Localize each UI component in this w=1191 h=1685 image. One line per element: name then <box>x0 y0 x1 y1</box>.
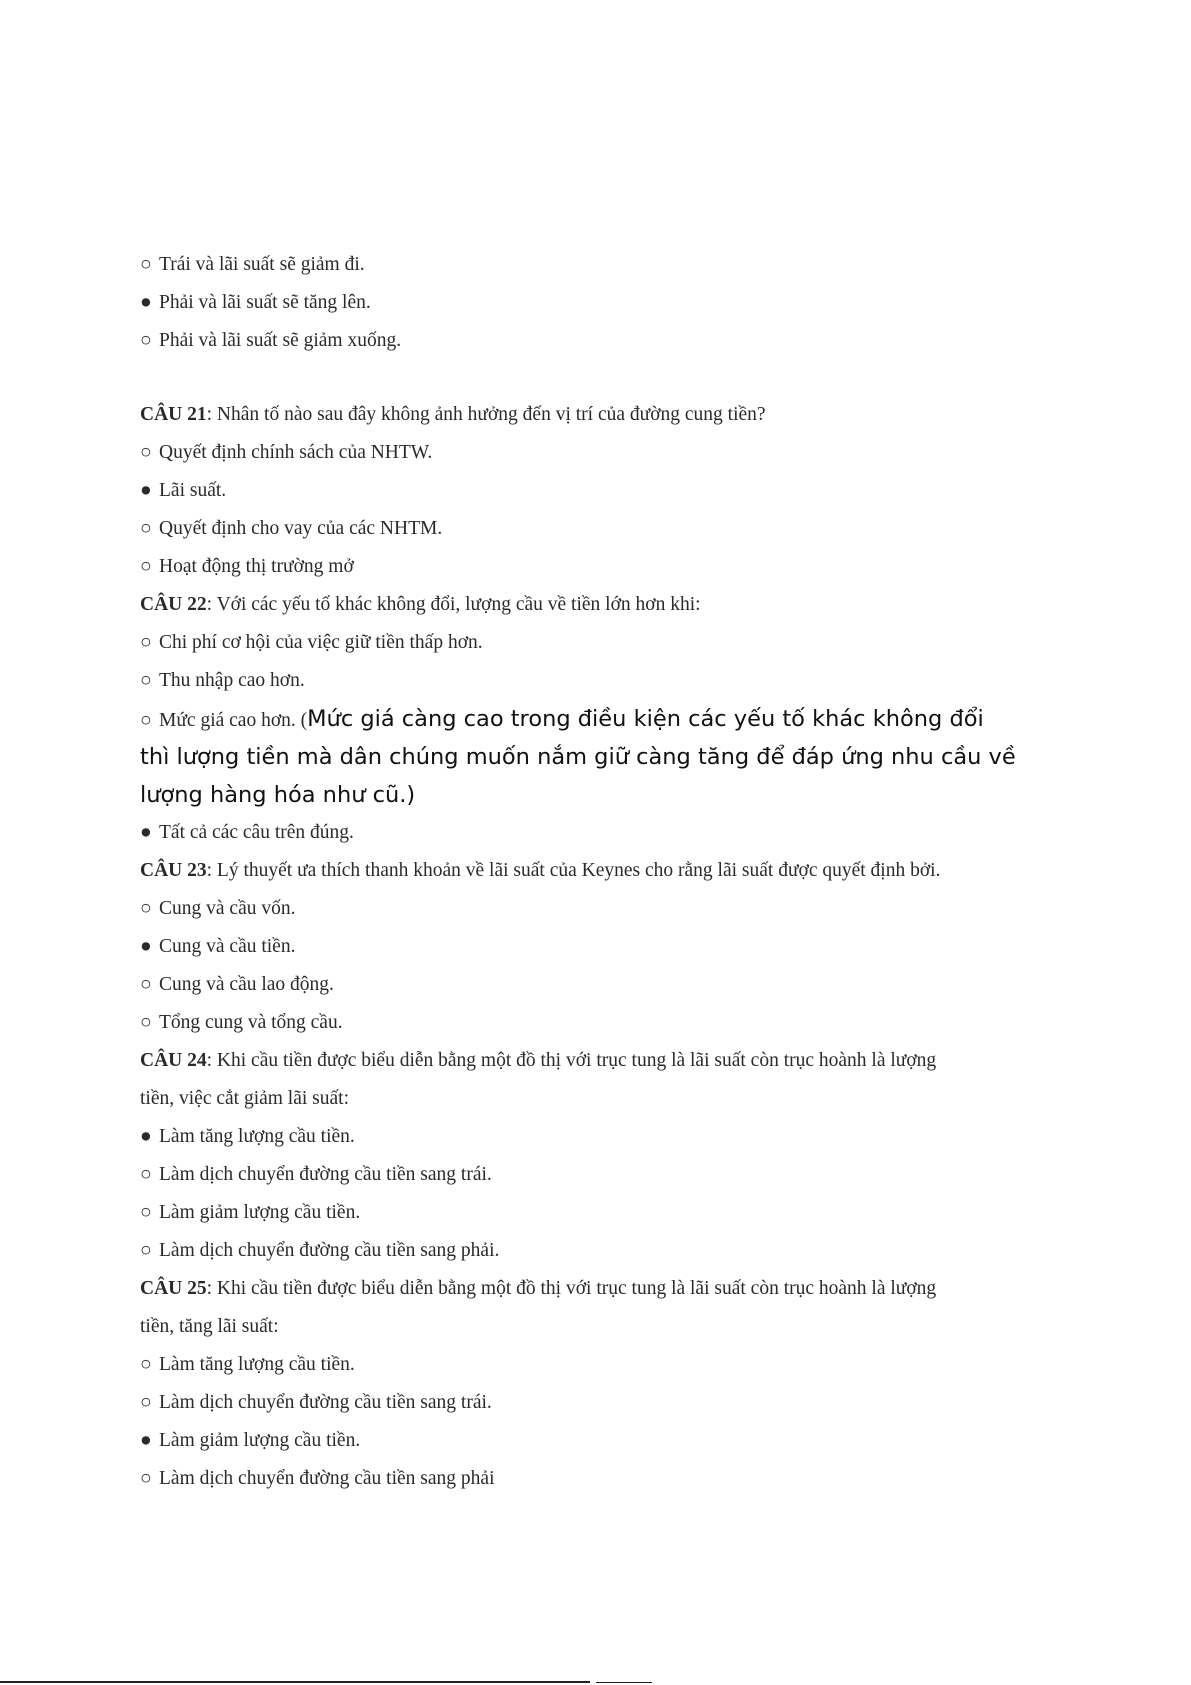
option-line <box>140 700 1080 738</box>
radio-mark-icon: ○ <box>140 670 152 691</box>
question-text: : Khi cầu tiền được biểu diễn bằng một đồ thị với trục tung là lãi suất còn trục hoành là lượng <box>206 1278 937 1299</box>
question-text: : Với các yếu tố khác không đổi, lượng cầu về tiền lớn hơn khi: <box>206 594 701 615</box>
question-label: CÂU 24 <box>140 1050 207 1071</box>
option-line <box>140 322 1080 360</box>
page-bottom-rule <box>0 1681 590 1683</box>
radio-mark-icon: ○ <box>140 974 152 995</box>
spacer <box>140 360 1080 396</box>
option-text: Làm giảm lượng cầu tiền. <box>159 1202 361 1223</box>
explanation-note: Mức giá càng cao trong điều kiện các yếu tố khác không đổi <box>307 706 984 732</box>
option-line <box>140 966 1080 1004</box>
option-line <box>140 1460 1080 1498</box>
option-line <box>140 1156 1080 1194</box>
option-text: Quyết định chính sách của NHTW. <box>159 442 433 463</box>
option-text: Tất cả các câu trên đúng. <box>159 822 354 843</box>
question-22 <box>140 586 1080 624</box>
question-24 <box>140 1042 1080 1080</box>
radio-mark-icon: ○ <box>140 1240 152 1261</box>
option-line <box>140 510 1080 548</box>
question-label: CÂU 21 <box>140 404 207 425</box>
option-text: Làm dịch chuyển đường cầu tiền sang phải <box>159 1468 495 1489</box>
radio-mark-icon: ● <box>140 1430 152 1451</box>
radio-mark-icon: ● <box>140 292 152 313</box>
option-text: Phải và lãi suất sẽ giảm xuống. <box>159 330 402 351</box>
radio-mark-icon: ○ <box>140 1164 152 1185</box>
radio-mark-icon: ○ <box>140 556 152 577</box>
option-line <box>140 472 1080 510</box>
radio-mark-icon: ○ <box>140 1392 152 1413</box>
radio-mark-icon: ● <box>140 1126 152 1147</box>
option-line <box>140 1118 1080 1156</box>
option-text: Làm tăng lượng cầu tiền. <box>159 1126 355 1147</box>
question-text: : Khi cầu tiền được biểu diễn bằng một đồ thị với trục tung là lãi suất còn trục hoành là lượng <box>206 1050 937 1071</box>
radio-mark-icon: ○ <box>140 1202 152 1223</box>
option-text: Làm tăng lượng cầu tiền. <box>159 1354 355 1375</box>
option-line <box>140 928 1080 966</box>
option-text: Cung và cầu vốn. <box>159 898 296 919</box>
option-line <box>140 1232 1080 1270</box>
radio-mark-icon: ○ <box>140 518 152 539</box>
option-text: Trái và lãi suất sẽ giảm đi. <box>159 254 365 275</box>
explanation-note-line: lượng hàng hóa như cũ.) <box>140 782 416 808</box>
option-line <box>140 624 1080 662</box>
question-text-continued: tiền, việc cắt giảm lãi suất: <box>140 1088 350 1109</box>
option-line <box>140 548 1080 586</box>
option-line <box>140 1346 1080 1384</box>
radio-mark-icon: ○ <box>140 1012 152 1033</box>
option-text: Làm dịch chuyển đường cầu tiền sang trái. <box>159 1164 492 1185</box>
radio-mark-icon: ○ <box>140 442 152 463</box>
radio-mark-icon: ○ <box>140 632 152 653</box>
option-text: Phải và lãi suất sẽ tăng lên. <box>159 292 371 313</box>
radio-mark-icon: ● <box>140 936 152 957</box>
page-content <box>140 246 1080 1498</box>
option-text: Cung và cầu lao động. <box>159 974 334 995</box>
question-21 <box>140 396 1080 434</box>
question-text: : Nhân tố nào sau đây không ảnh hưởng đến vị trí của đường cung tiền? <box>206 404 766 425</box>
question-label: CÂU 25 <box>140 1278 207 1299</box>
option-line <box>140 1004 1080 1042</box>
radio-mark-icon: ● <box>140 480 152 501</box>
page-bottom-rule-segment <box>596 1682 652 1683</box>
option-line <box>140 284 1080 322</box>
radio-mark-icon: ○ <box>140 710 152 731</box>
option-line <box>140 434 1080 472</box>
radio-mark-icon: ○ <box>140 254 152 275</box>
option-line <box>140 246 1080 284</box>
option-line <box>140 1384 1080 1422</box>
question-text: : Lý thuyết ưa thích thanh khoản về lãi suất của Keynes cho rằng lãi suất được quyết định bởi. <box>206 860 941 881</box>
radio-mark-icon: ○ <box>140 330 152 351</box>
question-25 <box>140 1270 1080 1308</box>
explanation-note-line: thì lượng tiền mà dân chúng muốn nắm giữ càng tăng để đáp ứng nhu cầu về <box>140 744 1016 770</box>
option-line <box>140 1422 1080 1460</box>
option-text: Làm dịch chuyển đường cầu tiền sang trái. <box>159 1392 492 1413</box>
question-text-continued: tiền, tăng lãi suất: <box>140 1316 279 1337</box>
option-text: Cung và cầu tiền. <box>159 936 296 957</box>
radio-mark-icon: ○ <box>140 898 152 919</box>
option-line <box>140 890 1080 928</box>
option-line <box>140 1194 1080 1232</box>
question-23 <box>140 852 1080 890</box>
radio-mark-icon: ○ <box>140 1468 152 1489</box>
option-text: Lãi suất. <box>159 480 227 501</box>
option-text: Mức giá cao hơn. ( <box>159 710 308 731</box>
option-text: Tổng cung và tổng cầu. <box>159 1012 343 1033</box>
option-line <box>140 662 1080 700</box>
option-text: Quyết định cho vay của các NHTM. <box>159 518 443 539</box>
option-text: Làm giảm lượng cầu tiền. <box>159 1430 361 1451</box>
question-label: CÂU 22 <box>140 594 207 615</box>
option-text: Hoạt động thị trường mở <box>159 556 354 577</box>
option-text: Chi phí cơ hội của việc giữ tiền thấp hơn. <box>159 632 483 653</box>
option-text: Thu nhập cao hơn. <box>159 670 305 691</box>
question-label: CÂU 23 <box>140 860 207 881</box>
option-text: Làm dịch chuyển đường cầu tiền sang phải. <box>159 1240 500 1261</box>
radio-mark-icon: ● <box>140 822 152 843</box>
option-line <box>140 814 1080 852</box>
radio-mark-icon: ○ <box>140 1354 152 1375</box>
